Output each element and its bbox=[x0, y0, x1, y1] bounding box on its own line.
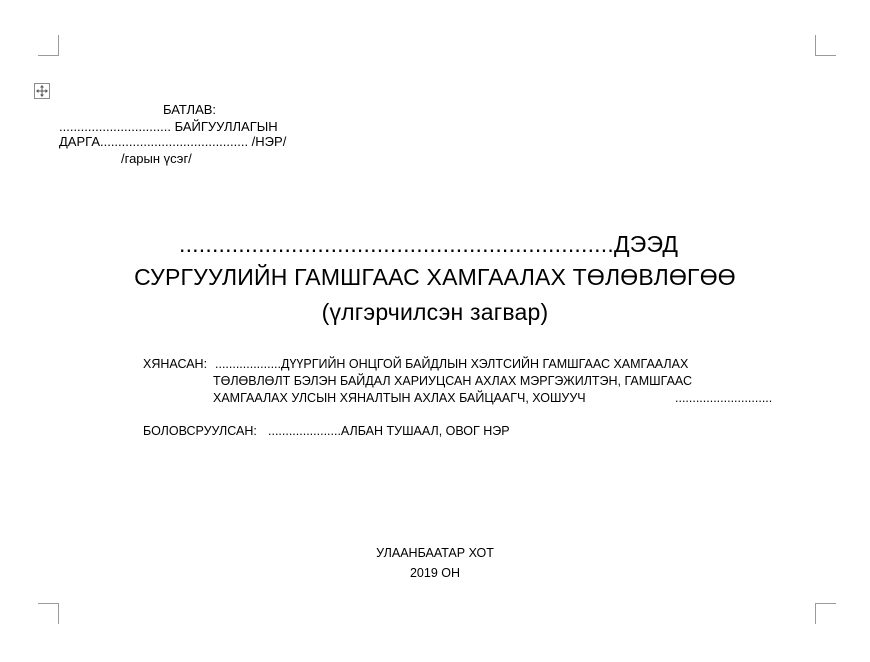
approval-line-1: ............................... БАЙГУУЛЛАГЫН bbox=[59, 119, 278, 134]
move-arrows-icon bbox=[36, 85, 48, 97]
footer-year: 2019 ОН bbox=[409, 566, 461, 580]
corner-mark-top-left bbox=[38, 35, 59, 56]
reviewed-line-1: ...................ДҮҮРГИЙН ОНЦГОЙ БАЙДЛЫН ХЭЛТСИЙН ГАМШГААС ХАМГААЛАХ bbox=[215, 357, 689, 371]
corner-mark-bottom-right bbox=[815, 603, 836, 624]
approval-signature: /гарын үсэг/ bbox=[121, 151, 192, 166]
reviewed-dots: ............................ bbox=[675, 391, 773, 405]
title-line-1: ..................................................................ДЭЭД bbox=[179, 231, 679, 257]
approval-heading: БАТЛАВ: bbox=[163, 102, 217, 117]
table-move-handle[interactable] bbox=[34, 83, 50, 99]
approval-line-2: ДАРГА......................................... /НЭР/ bbox=[59, 134, 287, 149]
footer-city: УЛААНБААТАР ХОТ bbox=[376, 546, 494, 560]
document-subtitle: (үлгэрчилсэн загвар) bbox=[321, 299, 549, 325]
reviewed-line-3: ХАМГААЛАХ УЛСЫН ХЯНАЛТЫН АХЛАХ БАЙЦААГЧ, ХОШУУЧ bbox=[213, 391, 586, 405]
reviewed-label: ХЯНАСАН: bbox=[143, 357, 208, 371]
title-line-2: СУРГУУЛИЙН ГАМШГААС ХАМГААЛАХ ТӨЛӨВЛӨГӨӨ bbox=[134, 264, 736, 290]
corner-mark-bottom-left bbox=[38, 603, 59, 624]
corner-mark-top-right bbox=[815, 35, 836, 56]
prepared-label: БОЛОВСРУУЛСАН: bbox=[143, 424, 257, 438]
reviewed-line-2: ТӨЛӨВЛӨЛТ БЭЛЭН БАЙДАЛ ХАРИУЦСАН АХЛАХ МЭРГЭЖИЛТЭН, ГАМШГААС bbox=[213, 374, 692, 388]
prepared-text: .....................АЛБАН ТУШААЛ, ОВОГ НЭР bbox=[268, 424, 510, 438]
